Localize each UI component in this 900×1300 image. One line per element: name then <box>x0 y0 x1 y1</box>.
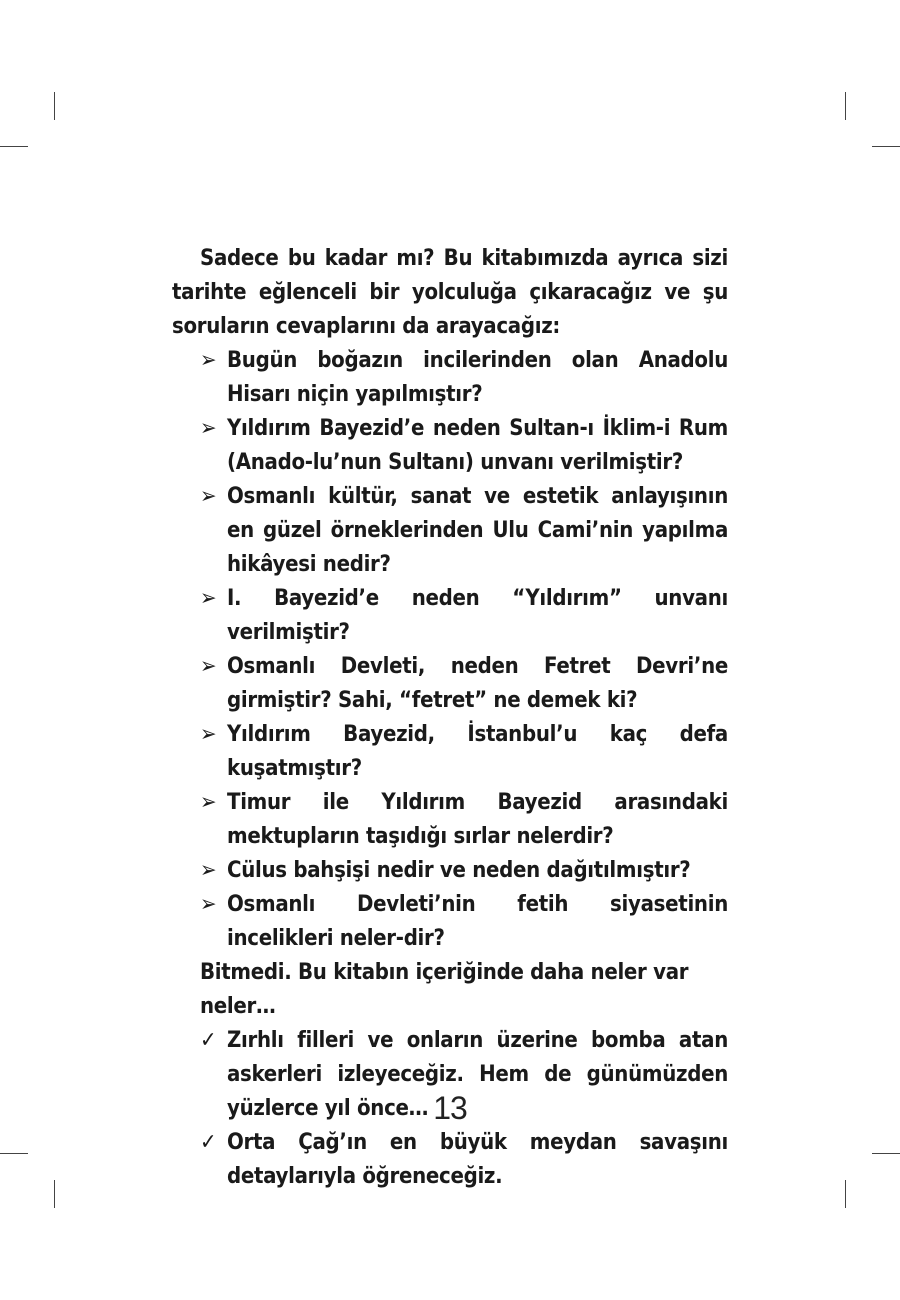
list-item: ➢ Bugün boğazın incilerinden olan Anadolu Hisarı niçin yapılmıştır? <box>172 344 728 412</box>
arrow-bullet-icon: ➢ <box>200 858 217 883</box>
crop-mark <box>0 1153 28 1154</box>
question-list <box>172 344 728 956</box>
crop-mark <box>845 92 846 120</box>
list-item: ➢ Yıldırım Bayezid, İstanbul’u kaç defa kuşatmıştır? <box>172 718 728 786</box>
arrow-bullet-icon: ➢ <box>200 348 217 373</box>
crop-mark <box>54 1180 55 1208</box>
crop-mark <box>872 1153 900 1154</box>
list-item: ➢ Timur ile Yıldırım Bayezid arasındaki mektupların taşıdığı sırlar nelerdir? <box>172 786 728 854</box>
crop-mark <box>872 146 900 147</box>
transition-paragraph: Bitmedi. Bu kitabın içeriğinde daha neler var neler… <box>200 960 689 1019</box>
page-number: 13 <box>433 1090 467 1126</box>
arrow-bullet-icon: ➢ <box>200 654 217 679</box>
list-item: ➢ Osmanlı Devleti, neden Fetret Devri’ne girmiştir? Sahi, “fetret” ne demek ki? <box>172 650 728 718</box>
list-item: ✓ Zırhlı filleri ve onların üzerine bomba atan askerleri izleyeceğiz. Hem de günümüzden yüzlerce yıl önce… <box>172 1024 728 1126</box>
crop-mark <box>845 1180 846 1208</box>
arrow-bullet-icon: ➢ <box>200 416 217 441</box>
list-item: ✓ Orta Çağ’ın en büyük meydan savaşını detaylarıyla öğreneceğiz. <box>172 1126 728 1194</box>
crop-mark <box>0 146 28 147</box>
crop-mark <box>54 92 55 120</box>
page-body <box>172 242 728 1194</box>
arrow-bullet-icon: ➢ <box>200 722 217 747</box>
list-item: ➢ I. Bayezid’e neden “Yıldırım” unvanı verilmiştir? <box>172 582 728 650</box>
arrow-bullet-icon: ➢ <box>200 790 217 815</box>
arrow-bullet-icon: ➢ <box>200 484 217 509</box>
intro-paragraph: Sadece bu kadar mı? Bu kitabımızda ayrıca sizi tarihte eğlenceli bir yolculuğa çıkaracağız ve şu soruların cevaplarını da arayacağız: <box>172 246 728 339</box>
arrow-bullet-icon: ➢ <box>200 586 217 611</box>
list-item: ➢ Osmanlı Devleti’nin fetih siyasetinin incelikleri neler-dir? <box>172 888 728 956</box>
check-bullet-icon: ✓ <box>200 1130 217 1155</box>
list-item: ➢ Cülus bahşişi nedir ve neden dağıtılmıştır? <box>172 854 728 888</box>
arrow-bullet-icon: ➢ <box>200 892 217 917</box>
list-item: ➢ Yıldırım Bayezid’e neden Sultan-ı İklim-i Rum (Anado-lu’nun Sultanı) unvanı verilmiştir? <box>172 412 728 480</box>
check-bullet-icon: ✓ <box>200 1028 217 1053</box>
list-item: ➢ Osmanlı kültür, sanat ve estetik anlayışının en güzel örneklerinden Ulu Cami’nin yapılma hikâyesi nedir? <box>172 480 728 582</box>
